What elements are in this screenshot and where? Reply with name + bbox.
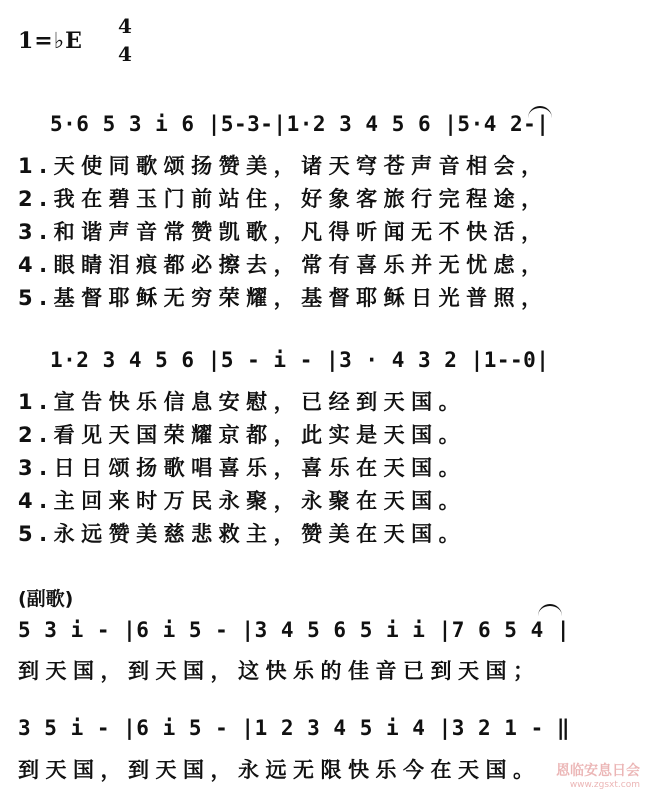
verse-lyric-line: 3.和谐声音常赞凯歌，凡得听闻无不快活， bbox=[18, 220, 549, 244]
time-signature-bottom: 4 bbox=[118, 42, 132, 66]
verse-lyric-line: 2.我在碧玉门前站住，好象客旅行完程途， bbox=[18, 187, 549, 211]
chorus-heading: (副歌) bbox=[18, 588, 74, 610]
chorus-notation-line-1: 5 3 i - |6 i 5 - |3 4 5 6 5 i i |7 6 5 4 | bbox=[18, 618, 571, 642]
chorus-lyric-line: 到天国，到天国，这快乐的佳音已到天国； bbox=[18, 659, 541, 683]
verse-lyric-line: 4.眼睛泪痕都必擦去，常有喜乐并无忧虑， bbox=[18, 253, 549, 277]
notation-line-2: 1·2 3 4 5 6 |5 - i - |3 · 4 3 2 |1--0| bbox=[50, 348, 550, 372]
verse-lyric-line: 1.宣告快乐信息安慰，已经到天国。 bbox=[18, 390, 467, 414]
verse-lyric-line: 5.基督耶稣无穷荣耀，基督耶稣日光普照， bbox=[18, 286, 549, 310]
verse-lyric-line: 3.日日颂扬歌唱喜乐，喜乐在天国。 bbox=[18, 456, 467, 480]
verse-lyric-line: 5.永远赞美慈悲救主，赞美在天国。 bbox=[18, 522, 467, 546]
watermark-url: www.zgsxt.com bbox=[569, 780, 640, 790]
time-signature-top: 4 bbox=[118, 14, 132, 38]
notation-line-1: 5·6 5 3 i 6 |5-3-|1·2 3 4 5 6 |5·4 2-| bbox=[50, 112, 550, 136]
verse-lyric-line: 2.看见天国荣耀京都，此实是天国。 bbox=[18, 423, 467, 447]
verse-lyric-line: 1.天使同歌颂扬赞美，诸天穹苍声音相会， bbox=[18, 154, 549, 178]
chorus-lyric-line: 到天国，到天国，永远无限快乐今在天国。 bbox=[18, 758, 541, 782]
watermark-title: 恩临安息日会 bbox=[556, 763, 640, 779]
fermata-slur bbox=[538, 604, 562, 616]
site-watermark bbox=[556, 760, 640, 790]
key-signature: 1=♭E bbox=[18, 28, 83, 54]
verse-lyric-line: 4.主回来时万民永聚，永聚在天国。 bbox=[18, 489, 467, 513]
slur-mark bbox=[528, 106, 552, 118]
chorus-notation-line-2: 3 5 i - |6 i 5 - |1 2 3 4 5 i 4 |3 2 1 - ‖ bbox=[18, 716, 571, 740]
time-signature bbox=[115, 12, 135, 68]
